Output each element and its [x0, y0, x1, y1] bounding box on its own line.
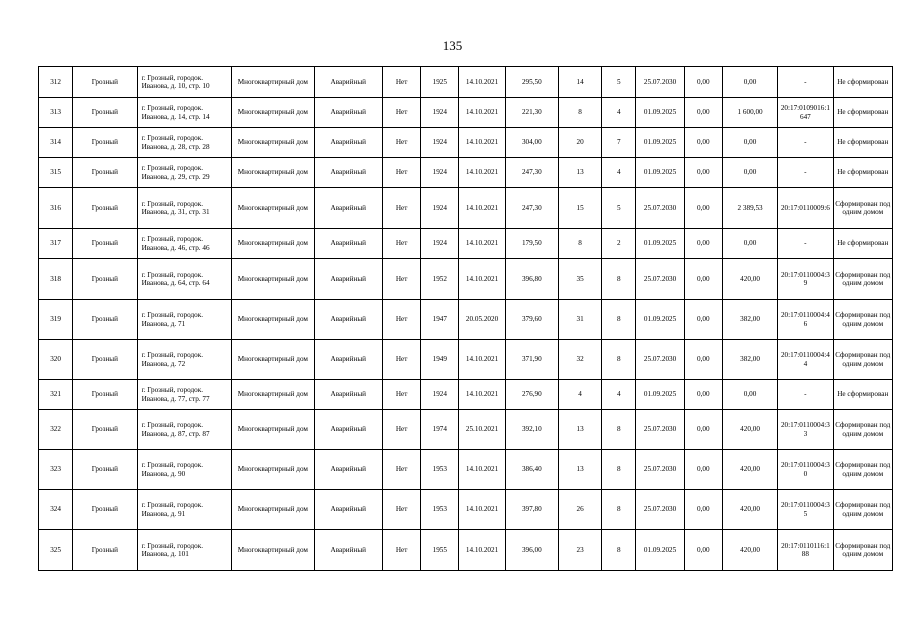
- apartments-cell: 8: [602, 410, 636, 450]
- value2-cell: 0,00: [722, 158, 777, 188]
- year-cell: 1924: [421, 229, 459, 259]
- city-cell: Грозный: [73, 450, 137, 490]
- recognized-date-cell: 14.10.2021: [459, 158, 505, 188]
- year-cell: 1924: [421, 188, 459, 229]
- land-status-cell: Не сформирован: [833, 128, 892, 158]
- flag-cell: Нет: [382, 67, 420, 98]
- year-cell: 1947: [421, 300, 459, 340]
- table-row: [39, 380, 893, 410]
- area-cell: 179,50: [505, 229, 558, 259]
- cadastral-number-cell: 20:17:0110004:46: [778, 300, 833, 340]
- residents-cell: 31: [558, 300, 601, 340]
- building-type-cell: Многоквартирный дом: [232, 229, 314, 259]
- area-cell: 386,40: [505, 450, 558, 490]
- residents-cell: 14: [558, 67, 601, 98]
- recognized-date-cell: 25.10.2021: [459, 410, 505, 450]
- recognized-date-cell: 14.10.2021: [459, 259, 505, 300]
- recognized-date-cell: 14.10.2021: [459, 98, 505, 128]
- condition-cell: Аварийный: [314, 300, 382, 340]
- value2-cell: 382,00: [722, 300, 777, 340]
- value1-cell: 0,00: [684, 380, 722, 410]
- row-number: 320: [39, 340, 73, 380]
- apartments-cell: 4: [602, 98, 636, 128]
- deadline-cell: 01.09.2025: [636, 98, 684, 128]
- value1-cell: 0,00: [684, 128, 722, 158]
- flag-cell: Нет: [382, 98, 420, 128]
- building-type-cell: Многоквартирный дом: [232, 67, 314, 98]
- deadline-cell: 25.07.2030: [636, 490, 684, 530]
- city-cell: Грозный: [73, 259, 137, 300]
- building-type-cell: Многоквартирный дом: [232, 530, 314, 571]
- area-cell: 295,50: [505, 67, 558, 98]
- area-cell: 221,30: [505, 98, 558, 128]
- row-number: 321: [39, 380, 73, 410]
- table-row: [39, 259, 893, 300]
- row-number: 318: [39, 259, 73, 300]
- value2-cell: 420,00: [722, 450, 777, 490]
- condition-cell: Аварийный: [314, 158, 382, 188]
- apartments-cell: 2: [602, 229, 636, 259]
- area-cell: 392,10: [505, 410, 558, 450]
- condition-cell: Аварийный: [314, 128, 382, 158]
- cadastral-number-cell: 20:17:0110116:188: [778, 530, 833, 571]
- recognized-date-cell: 14.10.2021: [459, 490, 505, 530]
- residents-cell: 15: [558, 188, 601, 229]
- flag-cell: Нет: [382, 300, 420, 340]
- flag-cell: Нет: [382, 340, 420, 380]
- address-cell: г. Грозный, городок. Иванова, д. 29, стр. 29: [137, 158, 232, 188]
- building-type-cell: Многоквартирный дом: [232, 128, 314, 158]
- deadline-cell: 25.07.2030: [636, 188, 684, 229]
- land-status-cell: Сформирован под одним домом: [833, 490, 892, 530]
- residents-cell: 26: [558, 490, 601, 530]
- address-cell: г. Грозный, городок. Иванова, д. 87, стр. 87: [137, 410, 232, 450]
- flag-cell: Нет: [382, 188, 420, 229]
- value1-cell: 0,00: [684, 490, 722, 530]
- apartments-cell: 8: [602, 450, 636, 490]
- flag-cell: Нет: [382, 229, 420, 259]
- condition-cell: Аварийный: [314, 229, 382, 259]
- year-cell: 1925: [421, 67, 459, 98]
- year-cell: 1955: [421, 530, 459, 571]
- flag-cell: Нет: [382, 158, 420, 188]
- residents-cell: 13: [558, 410, 601, 450]
- cadastral-number-cell: 20:17:0109016:1647: [778, 98, 833, 128]
- year-cell: 1953: [421, 490, 459, 530]
- deadline-cell: 01.09.2025: [636, 229, 684, 259]
- value2-cell: 420,00: [722, 490, 777, 530]
- year-cell: 1924: [421, 380, 459, 410]
- recognized-date-cell: 14.10.2021: [459, 450, 505, 490]
- land-status-cell: Сформирован под одним домом: [833, 530, 892, 571]
- condition-cell: Аварийный: [314, 259, 382, 300]
- deadline-cell: 25.07.2030: [636, 410, 684, 450]
- year-cell: 1953: [421, 450, 459, 490]
- residents-cell: 4: [558, 380, 601, 410]
- apartments-cell: 4: [602, 380, 636, 410]
- table-row: [39, 490, 893, 530]
- row-number: 316: [39, 188, 73, 229]
- flag-cell: Нет: [382, 490, 420, 530]
- flag-cell: Нет: [382, 380, 420, 410]
- city-cell: Грозный: [73, 300, 137, 340]
- value2-cell: 420,00: [722, 259, 777, 300]
- recognized-date-cell: 14.10.2021: [459, 229, 505, 259]
- recognized-date-cell: 20.05.2020: [459, 300, 505, 340]
- cadastral-number-cell: 20:17:0110004:39: [778, 259, 833, 300]
- deadline-cell: 01.09.2025: [636, 128, 684, 158]
- table-row: [39, 158, 893, 188]
- area-cell: 396,00: [505, 530, 558, 571]
- row-number: 317: [39, 229, 73, 259]
- area-cell: 396,80: [505, 259, 558, 300]
- land-status-cell: Не сформирован: [833, 229, 892, 259]
- building-type-cell: Многоквартирный дом: [232, 450, 314, 490]
- address-cell: г. Грозный, городок. Иванова, д. 91: [137, 490, 232, 530]
- year-cell: 1924: [421, 158, 459, 188]
- table-row: [39, 300, 893, 340]
- land-status-cell: Не сформирован: [833, 67, 892, 98]
- value1-cell: 0,00: [684, 340, 722, 380]
- deadline-cell: 01.09.2025: [636, 300, 684, 340]
- value2-cell: 0,00: [722, 128, 777, 158]
- residents-cell: 13: [558, 450, 601, 490]
- deadline-cell: 01.09.2025: [636, 530, 684, 571]
- city-cell: Грозный: [73, 188, 137, 229]
- condition-cell: Аварийный: [314, 410, 382, 450]
- condition-cell: Аварийный: [314, 450, 382, 490]
- flag-cell: Нет: [382, 530, 420, 571]
- table-body: [39, 67, 893, 571]
- deadline-cell: 01.09.2025: [636, 158, 684, 188]
- city-cell: Грозный: [73, 98, 137, 128]
- apartments-cell: 4: [602, 158, 636, 188]
- address-cell: г. Грозный, городок. Иванова, д. 31, стр. 31: [137, 188, 232, 229]
- table-row: [39, 340, 893, 380]
- land-status-cell: Сформирован под одним домом: [833, 450, 892, 490]
- row-number: 313: [39, 98, 73, 128]
- area-cell: 371,90: [505, 340, 558, 380]
- building-type-cell: Многоквартирный дом: [232, 98, 314, 128]
- row-number: 319: [39, 300, 73, 340]
- land-status-cell: Сформирован под одним домом: [833, 410, 892, 450]
- apartments-cell: 5: [602, 188, 636, 229]
- building-type-cell: Многоквартирный дом: [232, 188, 314, 229]
- flag-cell: Нет: [382, 259, 420, 300]
- land-status-cell: Сформирован под одним домом: [833, 340, 892, 380]
- deadline-cell: 01.09.2025: [636, 380, 684, 410]
- apartments-cell: 8: [602, 259, 636, 300]
- city-cell: Грозный: [73, 158, 137, 188]
- table-row: [39, 530, 893, 571]
- cadastral-number-cell: -: [778, 158, 833, 188]
- recognized-date-cell: 14.10.2021: [459, 67, 505, 98]
- city-cell: Грозный: [73, 229, 137, 259]
- building-type-cell: Многоквартирный дом: [232, 259, 314, 300]
- land-status-cell: Не сформирован: [833, 158, 892, 188]
- area-cell: 276,90: [505, 380, 558, 410]
- residents-cell: 23: [558, 530, 601, 571]
- land-status-cell: Сформирован под одним домом: [833, 188, 892, 229]
- year-cell: 1924: [421, 98, 459, 128]
- city-cell: Грозный: [73, 340, 137, 380]
- cadastral-number-cell: -: [778, 128, 833, 158]
- address-cell: г. Грозный, городок. Иванова, д. 77, стр. 77: [137, 380, 232, 410]
- value2-cell: 1 600,00: [722, 98, 777, 128]
- row-number: 325: [39, 530, 73, 571]
- residents-cell: 8: [558, 229, 601, 259]
- value2-cell: 2 389,53: [722, 188, 777, 229]
- cadastral-number-cell: 20:17:0110004:30: [778, 450, 833, 490]
- land-status-cell: Сформирован под одним домом: [833, 300, 892, 340]
- condition-cell: Аварийный: [314, 340, 382, 380]
- building-type-cell: Многоквартирный дом: [232, 158, 314, 188]
- apartments-cell: 8: [602, 300, 636, 340]
- city-cell: Грозный: [73, 67, 137, 98]
- residents-cell: 20: [558, 128, 601, 158]
- flag-cell: Нет: [382, 450, 420, 490]
- area-cell: 379,60: [505, 300, 558, 340]
- recognized-date-cell: 14.10.2021: [459, 530, 505, 571]
- address-cell: г. Грозный, городок. Иванова, д. 101: [137, 530, 232, 571]
- table-row: [39, 128, 893, 158]
- value2-cell: 0,00: [722, 67, 777, 98]
- condition-cell: Аварийный: [314, 530, 382, 571]
- city-cell: Грозный: [73, 380, 137, 410]
- value1-cell: 0,00: [684, 158, 722, 188]
- year-cell: 1952: [421, 259, 459, 300]
- condition-cell: Аварийный: [314, 67, 382, 98]
- housing-table: [38, 66, 893, 571]
- address-cell: г. Грозный, городок. Иванова, д. 71: [137, 300, 232, 340]
- recognized-date-cell: 14.10.2021: [459, 340, 505, 380]
- cadastral-number-cell: 20:17:0110004:35: [778, 490, 833, 530]
- building-type-cell: Многоквартирный дом: [232, 380, 314, 410]
- area-cell: 397,80: [505, 490, 558, 530]
- table-row: [39, 229, 893, 259]
- table-row: [39, 67, 893, 98]
- value2-cell: 0,00: [722, 380, 777, 410]
- condition-cell: Аварийный: [314, 380, 382, 410]
- row-number: 322: [39, 410, 73, 450]
- row-number: 314: [39, 128, 73, 158]
- table-row: [39, 98, 893, 128]
- cadastral-number-cell: 20:17:0110004:44: [778, 340, 833, 380]
- value1-cell: 0,00: [684, 300, 722, 340]
- value1-cell: 0,00: [684, 98, 722, 128]
- address-cell: г. Грозный, городок. Иванова, д. 90: [137, 450, 232, 490]
- area-cell: 304,00: [505, 128, 558, 158]
- flag-cell: Нет: [382, 410, 420, 450]
- city-cell: Грозный: [73, 410, 137, 450]
- city-cell: Грозный: [73, 530, 137, 571]
- land-status-cell: Не сформирован: [833, 98, 892, 128]
- recognized-date-cell: 14.10.2021: [459, 188, 505, 229]
- apartments-cell: 7: [602, 128, 636, 158]
- address-cell: г. Грозный, городок. Иванова, д. 46, стр. 46: [137, 229, 232, 259]
- cadastral-number-cell: 20:17:0110004:33: [778, 410, 833, 450]
- cadastral-number-cell: -: [778, 229, 833, 259]
- deadline-cell: 25.07.2030: [636, 259, 684, 300]
- apartments-cell: 5: [602, 67, 636, 98]
- city-cell: Грозный: [73, 128, 137, 158]
- condition-cell: Аварийный: [314, 98, 382, 128]
- value1-cell: 0,00: [684, 530, 722, 571]
- condition-cell: Аварийный: [314, 490, 382, 530]
- deadline-cell: 25.07.2030: [636, 450, 684, 490]
- address-cell: г. Грозный, городок. Иванова, д. 72: [137, 340, 232, 380]
- table-row: [39, 410, 893, 450]
- cadastral-number-cell: 20:17:0110009:6: [778, 188, 833, 229]
- value1-cell: 0,00: [684, 450, 722, 490]
- row-number: 312: [39, 67, 73, 98]
- cadastral-number-cell: -: [778, 67, 833, 98]
- value2-cell: 420,00: [722, 410, 777, 450]
- residents-cell: 13: [558, 158, 601, 188]
- area-cell: 247,30: [505, 158, 558, 188]
- apartments-cell: 8: [602, 340, 636, 380]
- land-status-cell: Не сформирован: [833, 380, 892, 410]
- address-cell: г. Грозный, городок. Иванова, д. 14, стр. 14: [137, 98, 232, 128]
- address-cell: г. Грозный, городок. Иванова, д. 28, стр. 28: [137, 128, 232, 158]
- land-status-cell: Сформирован под одним домом: [833, 259, 892, 300]
- building-type-cell: Многоквартирный дом: [232, 410, 314, 450]
- condition-cell: Аварийный: [314, 188, 382, 229]
- address-cell: г. Грозный, городок. Иванова, д. 64, стр. 64: [137, 259, 232, 300]
- year-cell: 1974: [421, 410, 459, 450]
- building-type-cell: Многоквартирный дом: [232, 300, 314, 340]
- city-cell: Грозный: [73, 490, 137, 530]
- flag-cell: Нет: [382, 128, 420, 158]
- value1-cell: 0,00: [684, 67, 722, 98]
- value1-cell: 0,00: [684, 259, 722, 300]
- value1-cell: 0,00: [684, 410, 722, 450]
- deadline-cell: 25.07.2030: [636, 67, 684, 98]
- value1-cell: 0,00: [684, 188, 722, 229]
- recognized-date-cell: 14.10.2021: [459, 380, 505, 410]
- table-row: [39, 188, 893, 229]
- value1-cell: 0,00: [684, 229, 722, 259]
- address-cell: г. Грозный, городок. Иванова, д. 10, стр. 10: [137, 67, 232, 98]
- residents-cell: 35: [558, 259, 601, 300]
- deadline-cell: 25.07.2030: [636, 340, 684, 380]
- apartments-cell: 8: [602, 530, 636, 571]
- year-cell: 1949: [421, 340, 459, 380]
- table-row: [39, 450, 893, 490]
- page-number: 135: [442, 38, 463, 53]
- value2-cell: 0,00: [722, 229, 777, 259]
- building-type-cell: Многоквартирный дом: [232, 490, 314, 530]
- apartments-cell: 8: [602, 490, 636, 530]
- building-type-cell: Многоквартирный дом: [232, 340, 314, 380]
- value2-cell: 382,00: [722, 340, 777, 380]
- recognized-date-cell: 14.10.2021: [459, 128, 505, 158]
- row-number: 315: [39, 158, 73, 188]
- row-number: 323: [39, 450, 73, 490]
- value2-cell: 420,00: [722, 530, 777, 571]
- year-cell: 1924: [421, 128, 459, 158]
- area-cell: 247,30: [505, 188, 558, 229]
- residents-cell: 32: [558, 340, 601, 380]
- cadastral-number-cell: -: [778, 380, 833, 410]
- residents-cell: 8: [558, 98, 601, 128]
- row-number: 324: [39, 490, 73, 530]
